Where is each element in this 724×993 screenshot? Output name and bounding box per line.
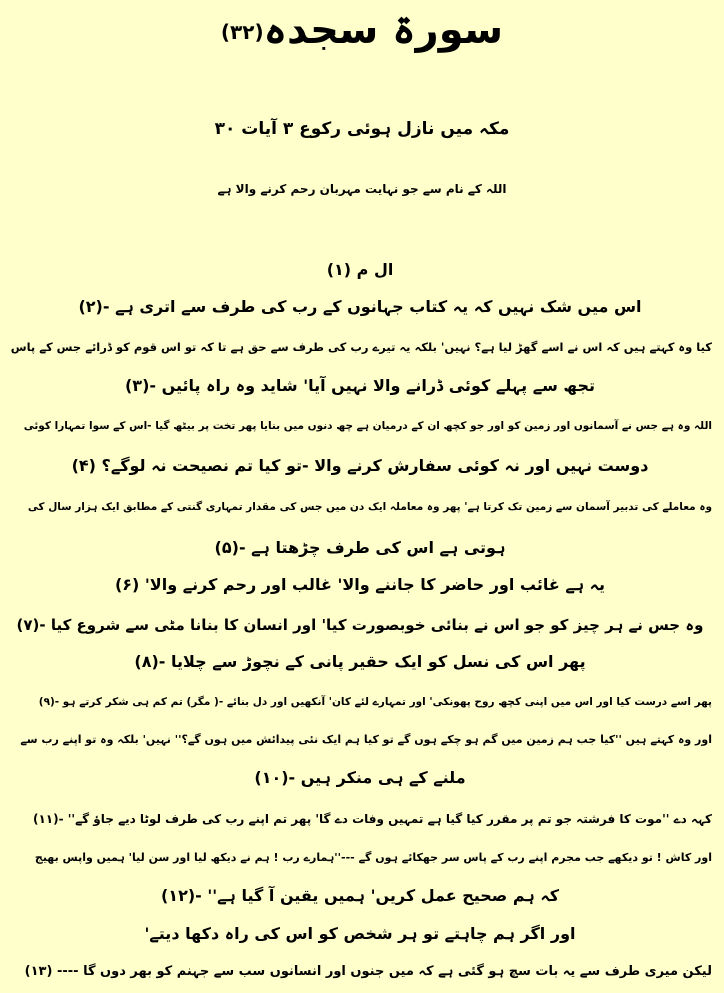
verse-line: دوست نہیں اور نہ کوئی سفارش کرنے والا -تو کیا تم نصیحت نہ لوگے؟ (۴): [71, 456, 649, 475]
surah-info: مکہ میں نازل ہوئی رکوع ۳ آیات ۳۰: [214, 119, 510, 139]
verse-line: اور وہ کہتے ہیں ''کیا جب ہم زمین میں گم ہو چکے ہوں گے تو کیا ہم ایک نئی پیدائش میں ہوں گے؟'' نہیں' بلکہ وہ تو اپنے رب سے: [20, 733, 712, 746]
verse-line: اور اگر ہم چاہتے تو ہر شخص کو اس کی راہ دکھا دیتے': [144, 924, 576, 943]
surah-name: سورۃ سجدہ: [263, 7, 504, 53]
verse-line: پھر اسے درست کیا اور اس میں اپنی کچھ روح پھونکی' اور تمہارے لئے کان' آنکھیں اور دل بنائے -( مگر) تم کم ہی شکر کرتے ہو -(۹): [38, 696, 712, 708]
verse-line: تجھ سے پہلے کوئی ڈرانے والا نہیں آیا' شاید وہ راہ پائیں -(۳): [124, 376, 595, 395]
surah-title: [0, 2, 724, 60]
verse-line: ملنے کے ہی منکر ہیں -(۱۰): [254, 768, 466, 787]
verse-line: ہوتی ہے اس کی طرف چڑھتا ہے -(۵): [214, 538, 506, 557]
verse-line: وہ معاملے کی تدبیر آسمان سے زمین تک کرتا ہے' پھر وہ معاملہ ایک دن میں جس کی مقدار تمہاری گنتی کے مطابق ایک ہزار سال کی: [27, 501, 712, 513]
verse-line: کیا وہ کہتے ہیں کہ اس نے اسے گھڑ لیا ہے؟ نہیں' بلکہ یہ تیرے رب کی طرف سے حق ہے تا کہ تو اس قوم کو ڈرائے جس کے پاس: [10, 340, 712, 354]
verse-line: پھر اس کی نسل کو ایک حقیر پانی کے نچوڑ سے چلایا -(۸): [134, 652, 586, 671]
verse-line: اللہ وہ ہے جس نے آسمانوں اور زمین کو اور جو کچھ ان کے درمیان ہے چھ دنوں میں بنایا پھر تخت پر بیٹھ گیا -اس کے سوا تمہارا کوئی: [23, 420, 712, 432]
verse-line: لیکن میری طرف سے یہ بات سچ ہو گئی ہے کہ میں جنوں اور انسانوں سب سے جہنم کو بھر دوں گا ---- (۱۳): [24, 964, 712, 979]
verse-line: کہہ دے ''موت کا فرشتہ جو تم پر مقرر کیا گیا ہے تمہیں وفات دے گا' پھر تم اپنے رب کی طرف لوٹا دیے جاؤ گے'' -(۱۱): [32, 812, 712, 826]
verse-line: ال م (۱): [326, 260, 394, 279]
bismillah: اللہ کے نام سے جو نہایت مہربان رحم کرنے والا ہے: [217, 182, 507, 196]
verse-line: وہ جس نے ہر چیز کو جو اس نے بنائی خوبصورت کیا' اور انسان کا بنانا مٹی سے شروع کیا -(۷): [16, 616, 704, 634]
verse-line: یہ ہے غائب اور حاضر کا جاننے والا' غالب اور رحم کرنے والا' (۶): [114, 575, 606, 594]
verse-line: اس میں شک نہیں کہ یہ کتاب جہانوں کے رب کی طرف سے اتری ہے -(۲): [78, 297, 642, 316]
verse-line: کہ ہم صحیح عمل کریں' ہمیں یقین آ گیا ہے'' -(۱۲): [160, 886, 559, 905]
surah-number: (۳۲): [220, 20, 264, 44]
verse-line: اور کاش ! تو دیکھے جب مجرم اپنے رب کے پاس سر جھکائے ہوں گے ---''ہمارے رب ! ہم نے دیکھ لیا اور سن لیا' ہمیں واپس بھیج: [34, 851, 712, 864]
